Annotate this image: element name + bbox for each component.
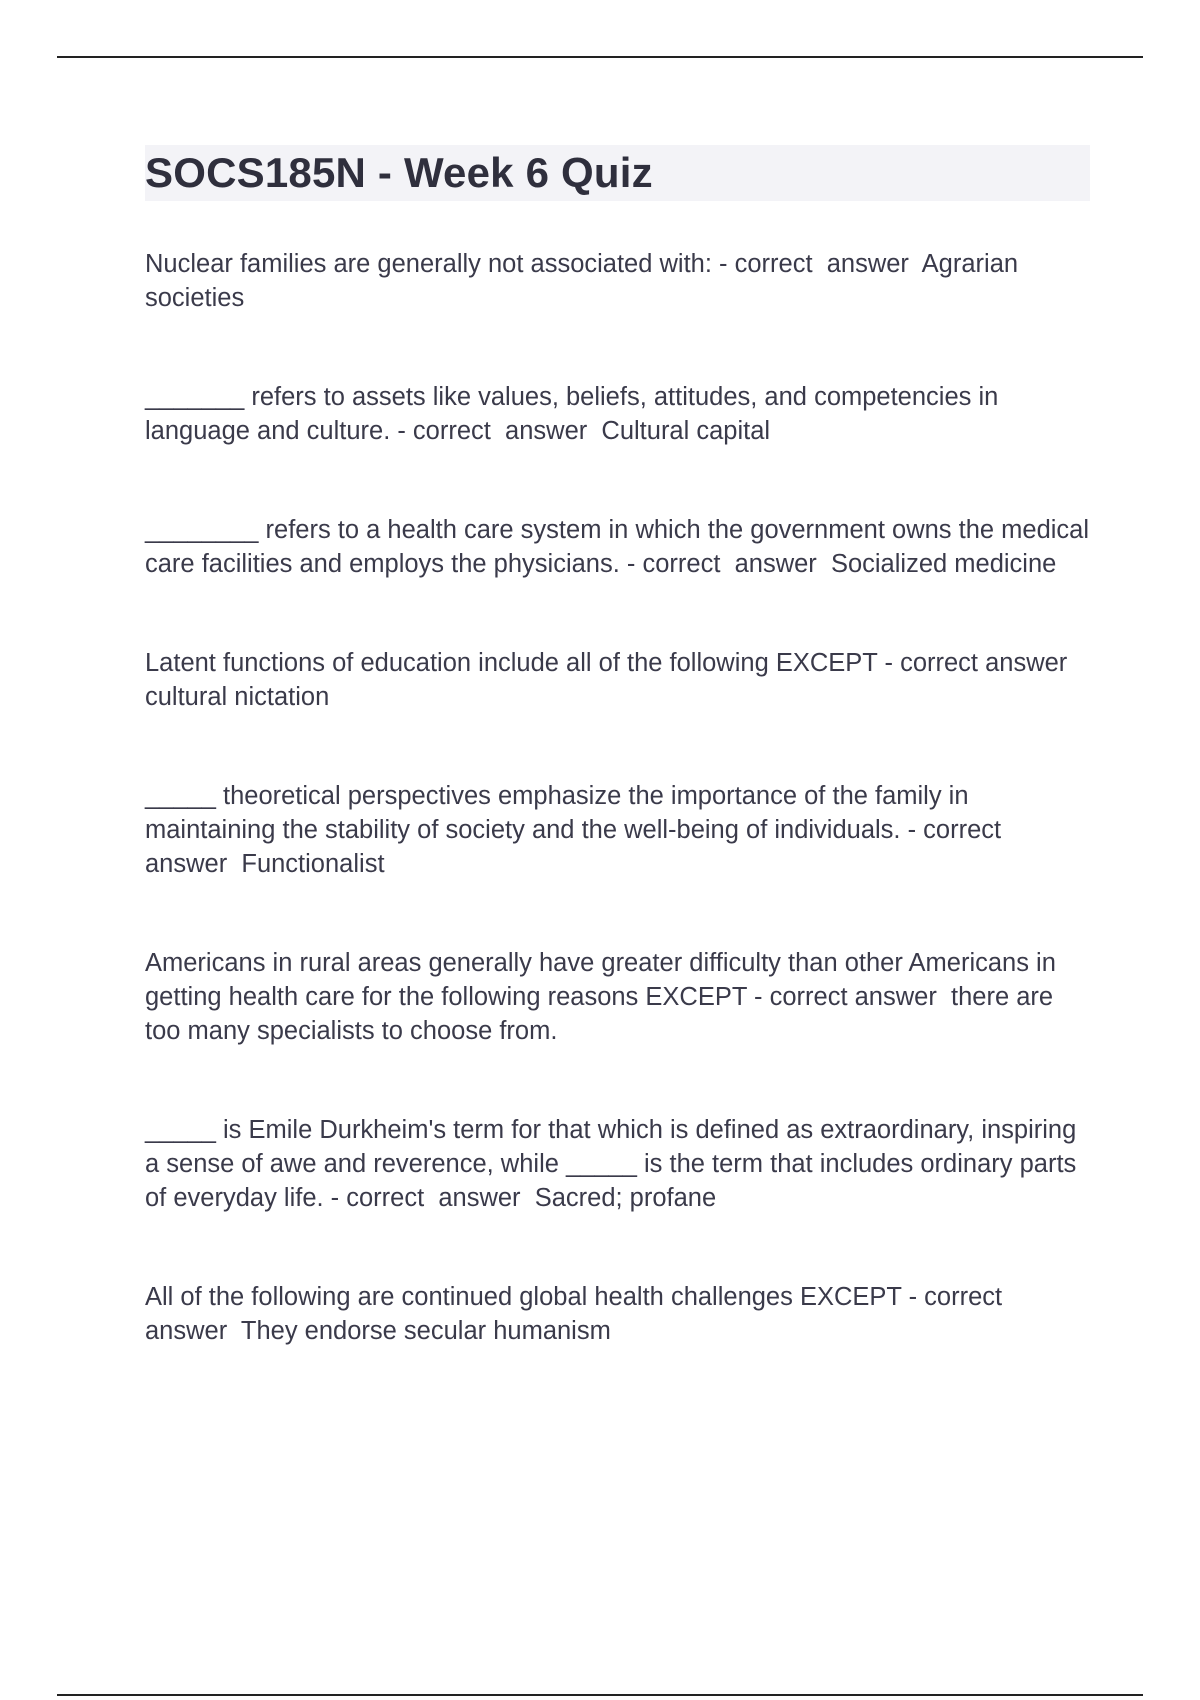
title-band bbox=[145, 145, 1090, 201]
question-item: _______ refers to assets like values, beliefs, attitudes, and competencies in language and culture. - correct answer Cultural capital bbox=[145, 383, 1006, 445]
document-title: SOCS185N - Week 6 Quiz bbox=[145, 149, 653, 196]
question-item: _____ is Emile Durkheim's term for that which is defined as extraordinary, inspiring a sense of awe and reverence, while _____ is the term that includes ordinary parts of everyday life. - correct answer Sacred; profane bbox=[145, 1116, 1084, 1212]
question-item: _____ theoretical perspectives emphasize the importance of the family in maintaining the stability of society and the well-being of individuals. - correct answer Functionalist bbox=[145, 782, 1009, 878]
question-item: Latent functions of education include all of the following EXCEPT - correct answer cultural nictation bbox=[145, 649, 1082, 711]
question-item: Nuclear families are generally not associated with: - correct answer Agrarian societies bbox=[145, 250, 1026, 312]
bottom-divider bbox=[57, 1694, 1143, 1696]
question-item: ________ refers to a health care system in which the government owns the medical care facilities and employs the physicians. - correct answer Socialized medicine bbox=[145, 516, 1097, 578]
top-divider bbox=[57, 56, 1143, 58]
question-item: Americans in rural areas generally have greater difficulty than other Americans in getting health care for the following reasons EXCEPT - correct answer there are too many specialists to choose from. bbox=[145, 949, 1063, 1045]
question-list bbox=[145, 247, 1097, 1348]
document-body bbox=[145, 145, 1097, 1348]
question-item: All of the following are continued global health challenges EXCEPT - correct answer They endorse secular humanism bbox=[145, 1283, 1010, 1345]
